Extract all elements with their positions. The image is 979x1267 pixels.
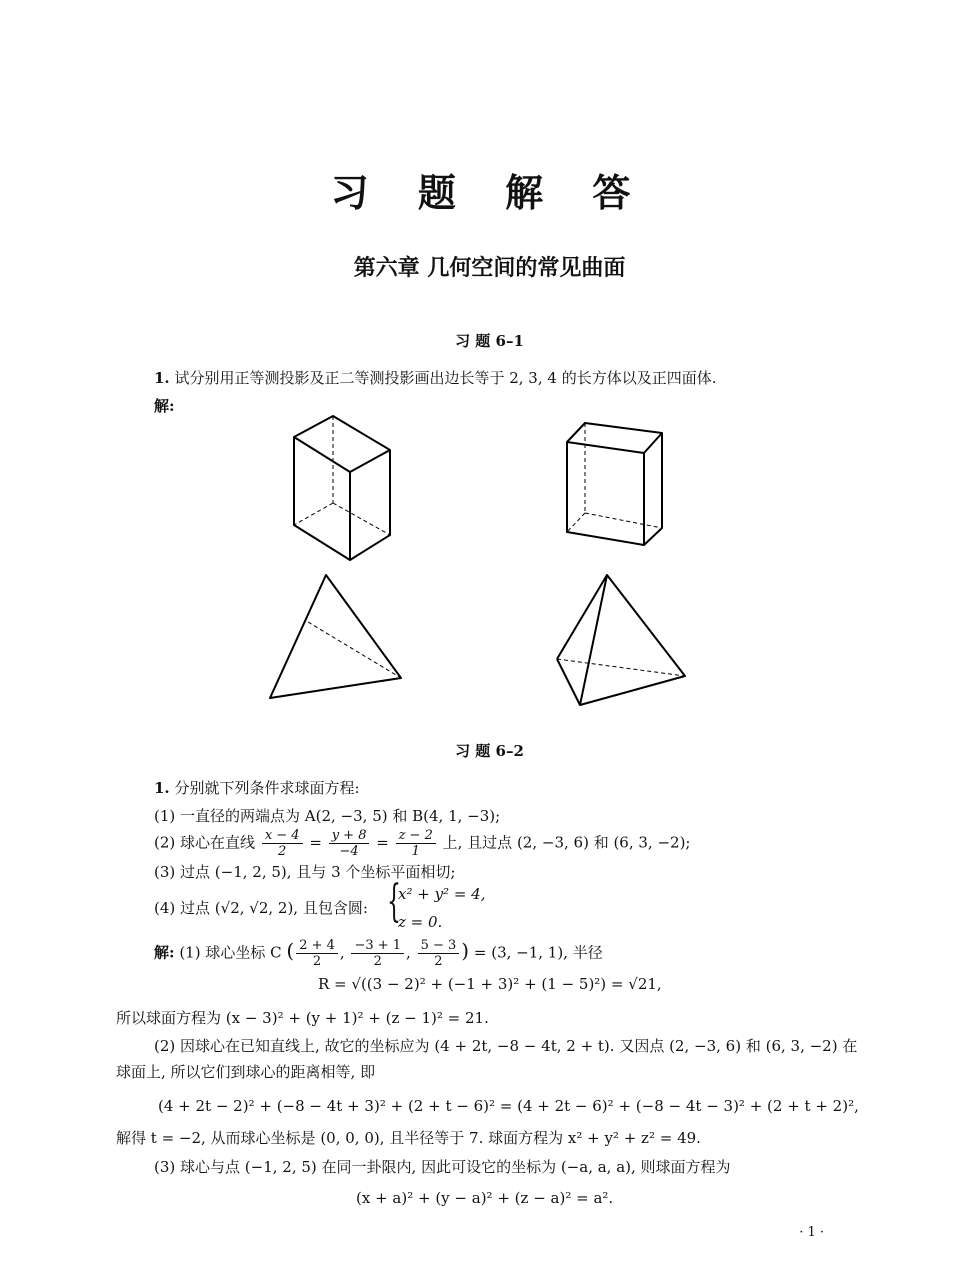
tetrahedron-dimetric-figure	[557, 575, 685, 705]
condition-2: (2) 球心在直线 $\frac{x - 4}{2}$ = $\frac{y + 8}{-4}$ = $\frac{z - 2}{1}$ 上, 且过点 (2, −3, 6) 和 (6, 3, −2);	[154, 828, 691, 859]
chapter-heading: 第六章 几何空间的常见曲面	[353, 256, 626, 281]
solution-part-1: 解: (1) 球心坐标 C ( $\frac{2 + 4}{2}$ , $\frac{-3 + 1}{2}$ , $\frac{5 - 3}{2}$ ) = (3, −1, 1), 半径	[154, 938, 603, 969]
condition-2-suffix: 上, 且过点 (2, −3, 6) 和 (6, 3, −2);	[442, 833, 691, 852]
fraction: $\frac{5 - 3}{2}$	[418, 938, 460, 969]
section-heading-6-2: 习 题 6–2	[455, 742, 524, 760]
solution-3-equation: (x + a)² + (y − a)² + (z − a)² = a².	[356, 1189, 614, 1207]
solution-label: 解:	[154, 943, 175, 962]
solution-2-text-a: (2) 因球心在已知直线上, 故它的坐标应为 (4 + 2t, −8 − 4t, 2 + t). 又因点 (2, −3, 6) 和 (6, 3, −2) 在	[154, 1037, 858, 1055]
system-equation-2: z = 0.	[398, 913, 443, 931]
fraction: $\frac{x - 4}{2}$	[262, 828, 303, 859]
system-equation-1: x² + y² = 4,	[398, 885, 486, 903]
condition-1: (1) 一直径的两端点为 A(2, −3, 5) 和 B(4, 1, −3);	[154, 807, 501, 825]
exercise-number: 1.	[154, 779, 170, 797]
exercise-2-question	[154, 778, 360, 798]
section-heading-6-1: 习 题 6–1	[455, 332, 524, 350]
solution-2-text-b: 球面上, 所以它们到球心的距离相等, 即	[116, 1063, 376, 1081]
exercise-number: 1.	[154, 369, 170, 387]
fraction: $\frac{-3 + 1}{2}$	[351, 938, 404, 969]
page-number: · 1 ·	[799, 1225, 824, 1240]
box-isometric-figure	[294, 416, 390, 560]
fraction: $\frac{y + 8}{-4}$	[329, 828, 370, 859]
fraction: $\frac{2 + 4}{2}$	[296, 938, 338, 969]
exercise-intro: 分别就下列条件求球面方程:	[174, 779, 360, 797]
box-dimetric-figure	[567, 423, 662, 545]
solution-label: 解:	[154, 397, 175, 415]
condition-2-prefix: (2) 球心在直线	[154, 833, 256, 852]
solution-3-text: (3) 球心与点 (−1, 2, 5) 在同一卦限内, 因此可设它的坐标为 (−a, a, a), 则球面方程为	[154, 1158, 731, 1176]
condition-3: (3) 过点 (−1, 2, 5), 且与 3 个坐标平面相切;	[154, 863, 456, 881]
condition-4: (4) 过点 (√2, √2, 2), 且包含圆:	[154, 899, 368, 917]
fraction: $\frac{z - 2}{1}$	[396, 828, 436, 859]
page-title: 习 题 解 答	[330, 170, 649, 215]
tetrahedron-isometric-figure	[270, 575, 401, 698]
solution-2-equation: (4 + 2t − 2)² + (−8 − 4t + 3)² + (2 + t − 6)² = (4 + 2t − 6)² + (−8 − 4t − 3)² + (2 + t + 2)²,	[158, 1097, 859, 1115]
radius-equation: R = √((3 − 2)² + (−1 + 3)² + (1 − 5)²) = √21,	[318, 975, 662, 993]
system-brace: {	[387, 876, 401, 927]
solution-2-conclusion: 解得 t = −2, 从而球心坐标是 (0, 0, 0), 且半径等于 7. 球面方程为 x² + y² + z² = 49.	[116, 1129, 701, 1147]
solution-1-conclusion: 所以球面方程为 (x − 3)² + (y + 1)² + (z − 1)² = 21.	[116, 1009, 489, 1027]
exercise-text: 试分别用正等测投影及正二等测投影画出边长等于 2, 3, 4 的长方体以及正四面体.	[174, 369, 717, 387]
